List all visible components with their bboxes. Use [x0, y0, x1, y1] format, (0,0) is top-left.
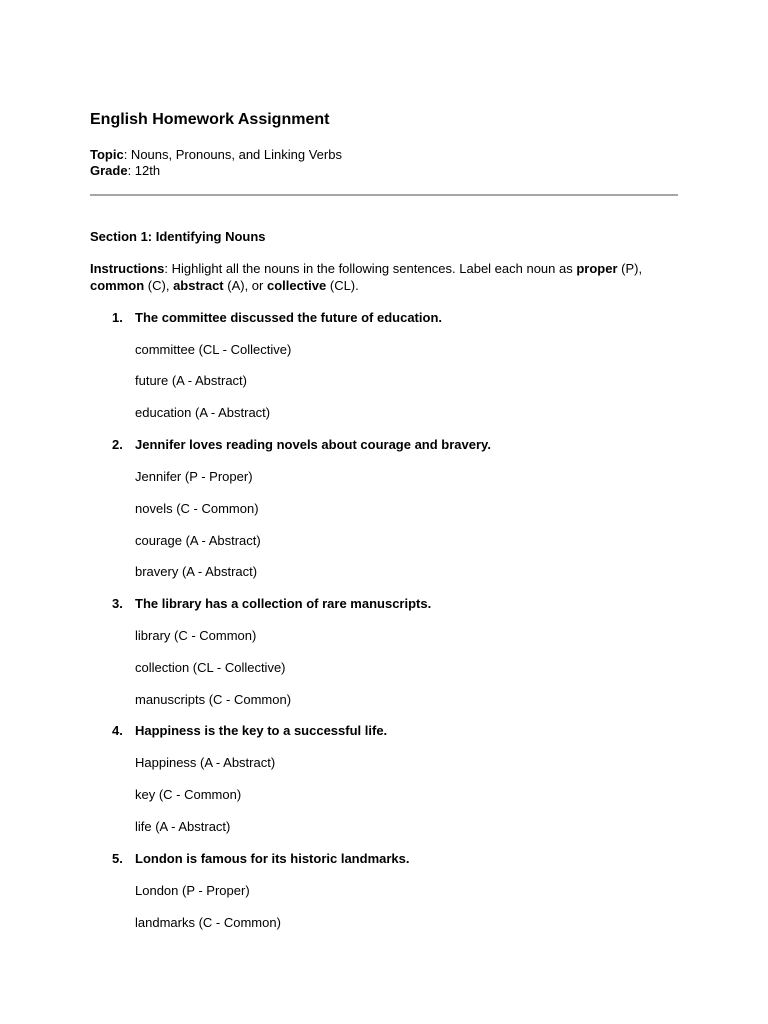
term-collective: collective [266, 277, 327, 293]
grade-label: Grade [90, 163, 128, 178]
question-number: 5. [112, 851, 123, 866]
topic-line [90, 147, 342, 163]
instructions-text: (CL). [326, 277, 359, 293]
answer-item: Happiness (A - Abstract) [135, 755, 276, 770]
question-sentence: The library has a collection of rare manuscripts. [135, 596, 432, 611]
term-abstract: abstract [173, 277, 224, 293]
answer-item: landmarks (C - Common) [135, 915, 281, 930]
section-title: Section 1: Identifying Nouns [90, 229, 266, 244]
answer-item: key (C - Common) [135, 787, 242, 802]
answer-item: collection (CL - Collective) [135, 660, 286, 675]
instructions-text: (C), [144, 277, 174, 293]
instructions-label: Instructions [90, 261, 165, 276]
document-page [90, 0, 678, 1024]
question-number: 3. [112, 596, 123, 611]
topic-value: : Nouns, Pronouns, and Linking Verbs [123, 147, 342, 162]
answer-item: manuscripts (C - Common) [135, 692, 292, 707]
answer-item: library (C - Common) [135, 628, 257, 643]
answer-item: novels (C - Common) [135, 501, 259, 516]
question-sentence: Jennifer loves reading novels about courage and bravery. [135, 437, 491, 452]
answer-item: life (A - Abstract) [135, 819, 231, 834]
instructions-text: : Highlight all the nouns in the following sentences. Label each noun as [164, 261, 577, 276]
question-number: 1. [112, 310, 123, 325]
instructions-text: (P), [617, 261, 643, 276]
answer-item: courage (A - Abstract) [135, 533, 261, 548]
topic-label: Topic [90, 147, 124, 162]
answer-item: bravery (A - Abstract) [135, 564, 258, 579]
instructions-paragraph [90, 261, 690, 294]
term-proper: proper [576, 261, 618, 276]
question-sentence: Happiness is the key to a successful life. [135, 723, 388, 738]
answer-item: Jennifer (P - Proper) [135, 469, 253, 484]
grade-line [90, 163, 160, 179]
question-number: 4. [112, 723, 123, 738]
answer-item: future (A - Abstract) [135, 373, 247, 388]
document-title: English Homework Assignment [90, 111, 330, 128]
question-sentence: London is famous for its historic landmarks. [135, 851, 410, 866]
answer-item: committee (CL - Collective) [135, 342, 292, 357]
term-common: common [90, 277, 145, 293]
question-sentence: The committee discussed the future of education. [135, 310, 442, 325]
answer-item: London (P - Proper) [135, 883, 250, 898]
question-number: 2. [112, 437, 123, 452]
instructions-text: (A), or [223, 277, 267, 293]
horizontal-divider [90, 194, 678, 196]
grade-value: : 12th [127, 163, 161, 178]
answer-item: education (A - Abstract) [135, 405, 271, 420]
